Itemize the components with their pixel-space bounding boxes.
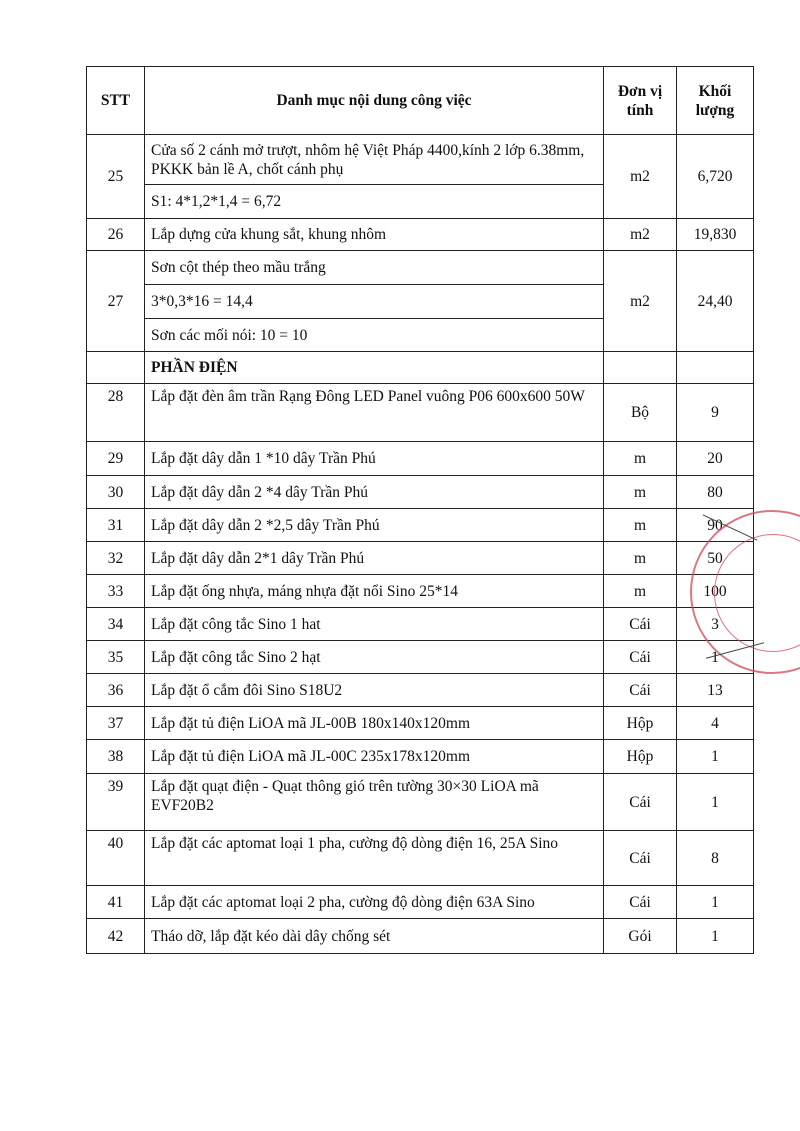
item-quantity: 1 [677, 740, 754, 774]
item-unit: m2 [604, 219, 677, 251]
table-row [87, 575, 754, 608]
item-description: Lắp đặt tủ điện LiOA mã JL-00B 180x140x120mm [145, 707, 604, 740]
item-description: Tháo dỡ, lắp đặt kéo dài dây chống sét [145, 919, 604, 954]
table-row [87, 919, 754, 954]
item-unit: Cái [604, 886, 677, 919]
item-number: 40 [87, 831, 145, 886]
item-description: Lắp dựng cửa khung sắt, khung nhôm [145, 219, 604, 251]
item-description: Sơn các mối nói: 10 = 10 [145, 319, 604, 352]
item-number: 42 [87, 919, 145, 954]
item-quantity: 24,40 [677, 251, 754, 352]
item-description: Lắp đặt công tắc Sino 2 hạt [145, 641, 604, 674]
item-description: Lắp đặt đèn âm trần Rạng Đông LED Panel vuông P06 600x600 50W [145, 384, 604, 442]
table-row [87, 674, 754, 707]
table-row [87, 542, 754, 575]
item-description: Lắp đặt dây dẫn 2 *2,5 dây Trần Phú [145, 509, 604, 542]
item-description: Lắp đặt công tắc Sino 1 hat [145, 608, 604, 641]
section-qty-cell [677, 352, 754, 384]
table-row [87, 476, 754, 509]
item-description: S1: 4*1,2*1,4 = 6,72 [145, 185, 604, 219]
item-quantity: 9 [677, 384, 754, 442]
item-number: 38 [87, 740, 145, 774]
item-number: 31 [87, 509, 145, 542]
item-quantity: 4 [677, 707, 754, 740]
item-number: 33 [87, 575, 145, 608]
item-number: 37 [87, 707, 145, 740]
item-unit: Cái [604, 641, 677, 674]
item-description: Sơn cột thép theo mầu trắng [145, 251, 604, 285]
item-number: 35 [87, 641, 145, 674]
header-unit: Đơn vị tính [604, 67, 677, 135]
company-seal-inner-ring [714, 534, 800, 652]
section-stt-cell [87, 352, 145, 384]
table-row [87, 886, 754, 919]
table-row [87, 641, 754, 674]
item-unit: m [604, 509, 677, 542]
item-number: 26 [87, 219, 145, 251]
table-row [87, 707, 754, 740]
item-unit: m [604, 575, 677, 608]
item-description: 3*0,3*16 = 14,4 [145, 285, 604, 319]
item-number: 27 [87, 251, 145, 352]
item-unit: Gói [604, 919, 677, 954]
item-unit: Cái [604, 674, 677, 707]
item-description: Lắp đặt dây dẫn 2*1 dây Trần Phú [145, 542, 604, 575]
table-row [87, 831, 754, 886]
item-unit: m2 [604, 135, 677, 219]
item-description: Cửa số 2 cánh mở trượt, nhôm hệ Việt Pháp 4400,kính 2 lớp 6.38mm, PKKK bản lề A, chốt cánh phụ [145, 135, 604, 185]
item-description: Lắp đặt các aptomat loại 1 pha, cường độ dòng điện 16, 25A Sino [145, 831, 604, 886]
item-unit: m [604, 442, 677, 476]
header-stt: STT [87, 67, 145, 135]
item-number: 30 [87, 476, 145, 509]
item-description: Lắp đặt các aptomat loại 2 pha, cường độ dòng điện 63A Sino [145, 886, 604, 919]
item-quantity: 50 [677, 542, 754, 575]
header-description: Danh mục nội dung công việc [145, 67, 604, 135]
item-quantity: 1 [677, 774, 754, 831]
table-row [87, 135, 754, 185]
section-unit-cell [604, 352, 677, 384]
item-quantity: 8 [677, 831, 754, 886]
table-row [87, 774, 754, 831]
item-quantity: 90 [677, 509, 754, 542]
item-quantity: 1 [677, 641, 754, 674]
item-quantity: 1 [677, 886, 754, 919]
item-quantity: 6,720 [677, 135, 754, 219]
table-row [87, 219, 754, 251]
item-number: 39 [87, 774, 145, 831]
item-quantity: 19,830 [677, 219, 754, 251]
table-row [87, 442, 754, 476]
work-items-table [86, 66, 754, 954]
header-quantity: Khối lượng [677, 67, 754, 135]
item-number: 34 [87, 608, 145, 641]
item-quantity: 80 [677, 476, 754, 509]
item-description: Lắp đặt ổ cắm đôi Sino S18U2 [145, 674, 604, 707]
item-number: 28 [87, 384, 145, 442]
item-number: 41 [87, 886, 145, 919]
item-description: Lắp đặt dây dẫn 2 *4 dây Trần Phú [145, 476, 604, 509]
item-description: Lắp đặt quạt điện - Quạt thông gió trên tường 30×30 LiOA mã EVF20B2 [145, 774, 604, 831]
item-quantity: 1 [677, 919, 754, 954]
table-row [87, 509, 754, 542]
item-number: 25 [87, 135, 145, 219]
table-row [87, 384, 754, 442]
item-quantity: 3 [677, 608, 754, 641]
item-unit: m [604, 476, 677, 509]
table-row [87, 251, 754, 285]
table-row [87, 740, 754, 774]
section-title: PHẦN ĐIỆN [145, 352, 604, 384]
item-number: 29 [87, 442, 145, 476]
item-number: 36 [87, 674, 145, 707]
table-row [87, 608, 754, 641]
section-row [87, 352, 754, 384]
item-unit: m [604, 542, 677, 575]
item-quantity: 100 [677, 575, 754, 608]
item-number: 32 [87, 542, 145, 575]
item-unit: Cái [604, 774, 677, 831]
item-quantity: 20 [677, 442, 754, 476]
item-unit: Hộp [604, 707, 677, 740]
item-unit: Bộ [604, 384, 677, 442]
table-header-row [87, 67, 754, 135]
item-unit: Hộp [604, 740, 677, 774]
item-description: Lắp đặt ống nhựa, máng nhựa đặt nổi Sino 25*14 [145, 575, 604, 608]
item-description: Lắp đặt dây dẫn 1 *10 dây Trần Phú [145, 442, 604, 476]
item-unit: Cái [604, 608, 677, 641]
item-unit: m2 [604, 251, 677, 352]
item-description: Lắp đặt tủ điện LiOA mã JL-00C 235x178x120mm [145, 740, 604, 774]
item-quantity: 13 [677, 674, 754, 707]
item-unit: Cái [604, 831, 677, 886]
